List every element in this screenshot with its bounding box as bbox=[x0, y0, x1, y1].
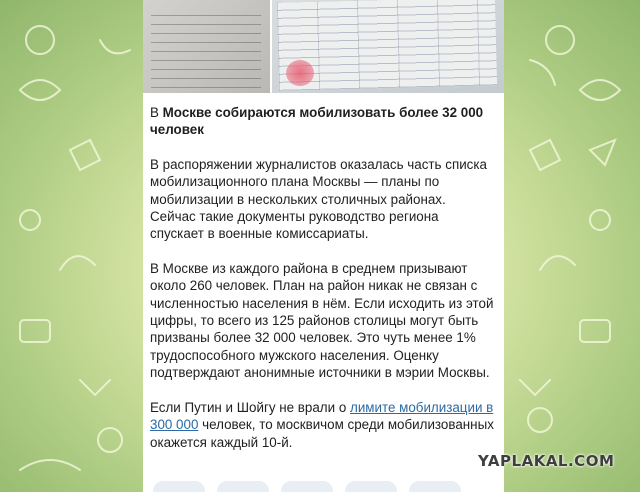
photo-document-right[interactable] bbox=[272, 0, 504, 93]
paragraph-3 bbox=[150, 399, 495, 451]
reactions-row bbox=[153, 481, 461, 492]
message-text bbox=[150, 104, 495, 468]
headline-paragraph bbox=[150, 104, 495, 139]
paragraph-1: В распоряжении журналистов оказалась часть списка мобилизационного плана Москвы — планы по мобилизации в нескольких столичных районах. Сейчас такие документы руководство региона спускает в военные комиссариаты. bbox=[150, 156, 487, 242]
site-watermark: YAPLAKAL.COM bbox=[478, 452, 615, 470]
attached-photos bbox=[143, 0, 504, 93]
mobilization-limit-link[interactable]: лимите мобилизации в 300 000 bbox=[150, 399, 494, 433]
stamp-icon bbox=[286, 60, 314, 86]
message-card bbox=[143, 0, 504, 492]
handwritten-page-texture bbox=[151, 8, 261, 88]
headline-prefix: В bbox=[150, 105, 163, 120]
photo-document-left[interactable] bbox=[143, 0, 270, 93]
paragraph-3-end: человек, то москвичом среди мобилизованных окажется каждый 10-й. bbox=[150, 417, 494, 450]
reaction-chip[interactable] bbox=[217, 481, 269, 492]
reaction-chip[interactable] bbox=[409, 481, 461, 492]
reaction-chip[interactable] bbox=[153, 481, 205, 492]
headline: Москве собираются мобилизовать более 32 000 человек bbox=[150, 105, 484, 138]
reaction-chip[interactable] bbox=[281, 481, 333, 492]
reaction-chip[interactable] bbox=[345, 481, 397, 492]
paragraph-3-start: Если Путин и Шойгу не врали о bbox=[150, 399, 350, 415]
paragraph-2: В Москве из каждого района в среднем призывают около 260 человек. План на район никак не связан с численностью населения в нём. Если исходить из этой цифры, то всего из 125 районов столицы могут быть призваны более 32 000 человек. Это чуть менее 1% трудоспособного мужского населения. Оценку подтверждают анонимные источники в мэрии Москвы. bbox=[150, 260, 494, 381]
